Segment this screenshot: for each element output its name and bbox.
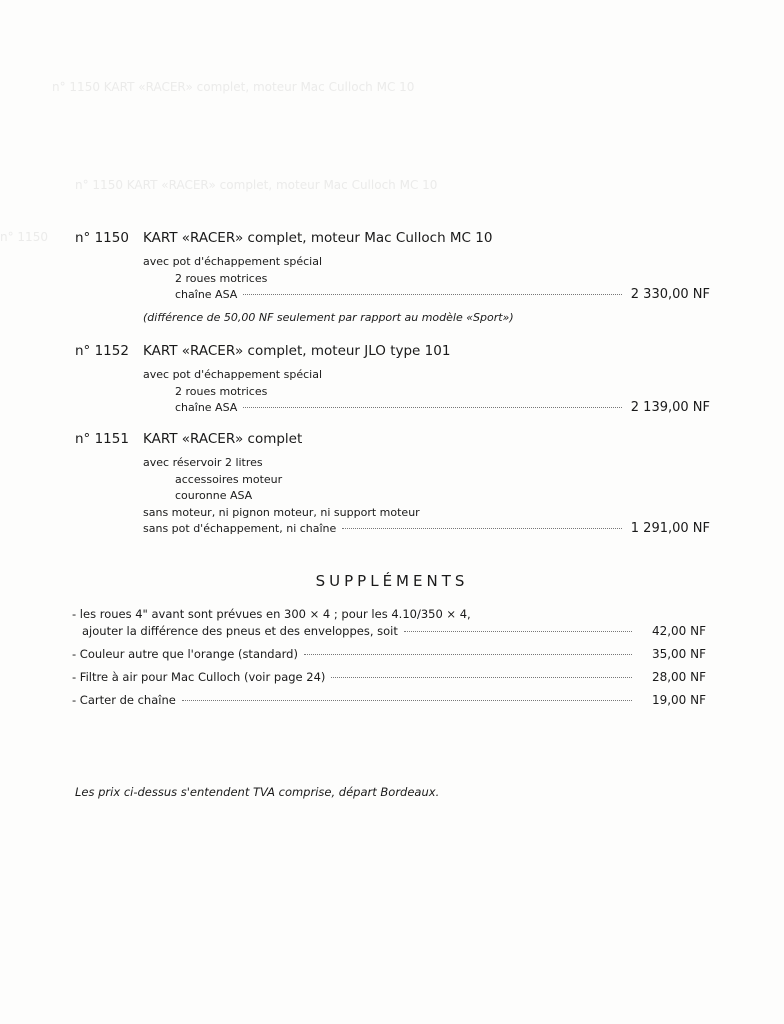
entry-header bbox=[75, 429, 710, 449]
supplement-price: 35,00 NF bbox=[651, 647, 706, 661]
supplement-item bbox=[72, 606, 706, 640]
supplement-price: 28,00 NF bbox=[651, 670, 706, 684]
dot-leader bbox=[243, 294, 622, 295]
supplement-text: - Filtre à air pour Mac Culloch (voir page 24) bbox=[72, 670, 326, 684]
priced-line bbox=[72, 646, 706, 663]
entry-line: chaîne ASA bbox=[175, 401, 238, 414]
dot-leader bbox=[342, 528, 622, 529]
priced-line bbox=[72, 623, 706, 640]
priced-line bbox=[143, 521, 710, 538]
entry-line: avec réservoir 2 litres bbox=[143, 456, 263, 469]
dot-leader bbox=[331, 677, 632, 678]
supplement-item bbox=[72, 669, 706, 686]
kart-entry-1150 bbox=[75, 228, 710, 326]
supplement-price: 42,00 NF bbox=[651, 624, 706, 638]
entry-note: (différence de 50,00 NF seulement par rapport au modèle «Sport») bbox=[143, 310, 514, 324]
dot-leader bbox=[243, 407, 622, 408]
entry-line: 2 roues motrices bbox=[175, 384, 268, 398]
entry-title: KART «RACER» complet, moteur Mac Culloch MC 10 bbox=[143, 230, 493, 246]
entry-line: accessoires moteur bbox=[175, 472, 283, 486]
entry-number: n° 1150 bbox=[75, 230, 129, 246]
supplement-item bbox=[72, 692, 706, 709]
supplements-title: SUPPLÉMENTS bbox=[315, 572, 469, 590]
dot-leader bbox=[304, 654, 632, 655]
priced-line bbox=[72, 669, 706, 686]
entry-title: KART «RACER» complet bbox=[143, 431, 303, 447]
kart-entry-1151 bbox=[75, 429, 710, 538]
entry-price: 1 291,00 NF bbox=[630, 521, 710, 536]
bleed-through-text: n° 1150 bbox=[0, 230, 48, 244]
entry-line: sans moteur, ni pignon moteur, ni support moteur bbox=[143, 505, 420, 519]
dot-leader bbox=[182, 700, 632, 701]
entry-number: n° 1152 bbox=[75, 343, 129, 359]
supplement-text: - Couleur autre que l'orange (standard) bbox=[72, 647, 298, 661]
supplement-line: - les roues 4" avant sont prévues en 300 × 4 ; pour les 4.10/350 × 4, bbox=[72, 607, 471, 621]
entry-number: n° 1151 bbox=[75, 431, 129, 447]
priced-line bbox=[143, 287, 710, 304]
supplement-text: ajouter la différence des pneus et des enveloppes, soit bbox=[82, 624, 398, 638]
supplements-list bbox=[72, 606, 706, 715]
entry-line: couronne ASA bbox=[175, 489, 253, 502]
entry-price: 2 330,00 NF bbox=[630, 287, 710, 302]
price-terms-note: Les prix ci-dessus s'entendent TVA comprise, départ Bordeaux. bbox=[75, 785, 440, 799]
priced-line bbox=[72, 692, 706, 709]
bleed-through-text: n° 1150 KART «RACER» complet, moteur Mac Culloch MC 10 bbox=[52, 80, 415, 94]
supplement-item bbox=[72, 646, 706, 663]
entry-line: 2 roues motrices bbox=[175, 271, 268, 285]
bleed-through-text: n° 1150 KART «RACER» complet, moteur Mac Culloch MC 10 bbox=[75, 178, 438, 192]
supplement-price: 19,00 NF bbox=[651, 693, 706, 707]
supplement-text: - Carter de chaîne bbox=[72, 693, 176, 707]
kart-entry-1152 bbox=[75, 341, 710, 417]
entry-line: avec pot d'échappement spécial bbox=[143, 255, 322, 268]
entry-price: 2 139,00 NF bbox=[630, 400, 710, 415]
dot-leader bbox=[404, 631, 632, 632]
entry-line: sans pot d'échappement, ni chaîne bbox=[143, 522, 337, 535]
entry-header bbox=[75, 228, 710, 248]
entry-header bbox=[75, 341, 710, 361]
priced-line bbox=[143, 400, 710, 417]
entry-line: chaîne ASA bbox=[175, 288, 238, 301]
entry-line: avec pot d'échappement spécial bbox=[143, 368, 322, 381]
entry-title: KART «RACER» complet, moteur JLO type 101 bbox=[143, 343, 451, 359]
